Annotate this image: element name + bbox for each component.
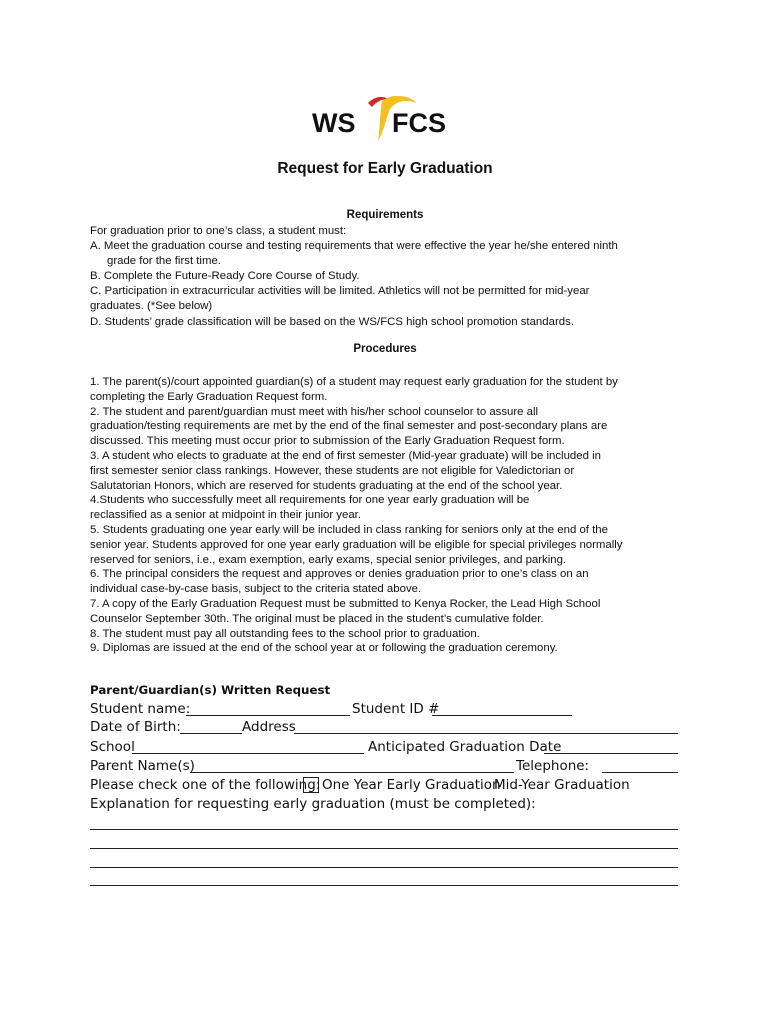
procedures-heading: Procedures (353, 343, 417, 355)
procedure-line: completing the Early Graduation Request form. (90, 390, 328, 403)
school-row (90, 738, 680, 756)
student-id-field[interactable] (432, 715, 572, 716)
explanation-label: Explanation for requesting early graduation (must be completed): (90, 796, 536, 812)
procedure-line: discussed. This meeting must occur prior to submission of the Early Graduation Request form. (90, 435, 565, 448)
procedures-list (90, 375, 690, 656)
requirement-c-cont: graduates. (*See below) (90, 300, 213, 313)
address-label: Address (242, 719, 296, 735)
graduation-type-row (90, 776, 680, 794)
check-instruction: Please check one of the following: (90, 777, 321, 793)
address-field[interactable] (294, 733, 678, 734)
telephone-field[interactable] (602, 772, 678, 773)
student-id-label: Student ID # (352, 701, 440, 717)
requirements-list (90, 224, 690, 330)
school-label: School (90, 739, 135, 755)
procedure-line: Counselor September 30th. The original must be placed in the student’s cumulative folder. (90, 612, 544, 625)
requirement-b: B. Complete the Future-Ready Core Course of Study. (90, 270, 360, 283)
explanation-line[interactable] (90, 885, 678, 886)
explanation-line[interactable] (90, 867, 678, 868)
logo-text-fcs: FCS (392, 108, 446, 138)
school-field[interactable] (132, 753, 364, 754)
requirement-a: A. Meet the graduation course and testing requirements that were effective the year he/she entered ninth (90, 240, 618, 253)
procedure-line: 5. Students graduating one year early will be included in class ranking for seniors only at the end of the (90, 523, 608, 536)
procedure-line: senior year. Students approved for one year early graduation will be eligible for special privileges normally (90, 538, 623, 551)
anticipated-date-field[interactable] (544, 753, 678, 754)
telephone-label: Telephone: (516, 758, 590, 774)
requirement-d: D. Students’ grade classification will be based on the WS/FCS high school promotion standards. (90, 315, 574, 328)
procedure-line: Salutatorian Honors, which are reserved for students graduating at the end of the school year. (90, 479, 563, 492)
procedure-line: reserved for seniors, i.e., exam exemption, early exams, special senior privileges, and parking. (90, 553, 567, 566)
student-name-label: Student name: (90, 701, 191, 717)
parent-name-field[interactable] (190, 772, 514, 773)
requirements-heading: Requirements (346, 209, 424, 221)
procedure-line: 3. A student who elects to graduate at the end of first semester (Mid-year graduate) will be included in (90, 449, 601, 462)
procedure-line: 8. The student must pay all outstanding fees to the school prior to graduation. (90, 627, 480, 640)
parent-row (90, 757, 680, 775)
explanation-line[interactable] (90, 848, 678, 849)
requirement-a-cont: grade for the first time. (107, 255, 221, 268)
mid-year-option: Mid-Year Graduation (494, 777, 630, 793)
procedure-line: 9. Diplomas are issued at the end of the school year at or following the graduation ceremony. (90, 642, 558, 655)
procedure-line: individual case-by-case basis, subject to the criteria stated above. (90, 583, 422, 596)
logo-text-ws: WS (312, 108, 356, 138)
parent-name-label: Parent Name(s) (90, 758, 195, 774)
procedure-line: 2. The student and parent/guardian must meet with his/her school counselor to assure all (90, 405, 539, 418)
procedure-line: reclassified as a senior at midpoint in their junior year. (90, 509, 361, 522)
page-title: Request for Early Graduation (277, 160, 493, 177)
explanation-line[interactable] (90, 829, 678, 830)
student-name-row (90, 700, 680, 718)
anticipated-date-label: Anticipated Graduation Date (368, 739, 562, 755)
procedure-line: 7. A copy of the Early Graduation Request must be submitted to Kenya Rocker, the Lead High School (90, 597, 601, 610)
procedure-line: graduation/testing requirements are met by the end of the final semester and post-secondary plans are (90, 420, 608, 433)
requirements-intro: For graduation prior to one’s class, a student must: (90, 225, 347, 237)
procedure-line: 6. The principal considers the request and approves or denies graduation prior to one’s class on an (90, 568, 589, 581)
procedure-line: 1. The parent(s)/court appointed guardian(s) of a student may request early graduation for the student by (90, 376, 618, 388)
student-name-field[interactable] (186, 715, 350, 716)
explanation-row (90, 795, 680, 813)
wsfcs-logo (310, 95, 462, 143)
requirement-c: C. Participation in extracurricular activities will be limited. Athletics will not be permitted for mid-year (90, 285, 590, 298)
procedure-line: first semester senior class rankings. However, these students are not eligible for Valedictorian or (90, 464, 575, 477)
procedure-line: 4.Students who successfully meet all requirements for one year early graduation will be (90, 494, 530, 507)
dob-label: Date of Birth: (90, 719, 181, 735)
one-year-option: One Year Early Graduation (322, 777, 501, 793)
dob-address-row (90, 718, 680, 736)
one-year-checkbox[interactable] (303, 777, 319, 793)
form-title: Parent/Guardian(s) Written Request (90, 683, 331, 697)
dob-field[interactable] (180, 733, 242, 734)
